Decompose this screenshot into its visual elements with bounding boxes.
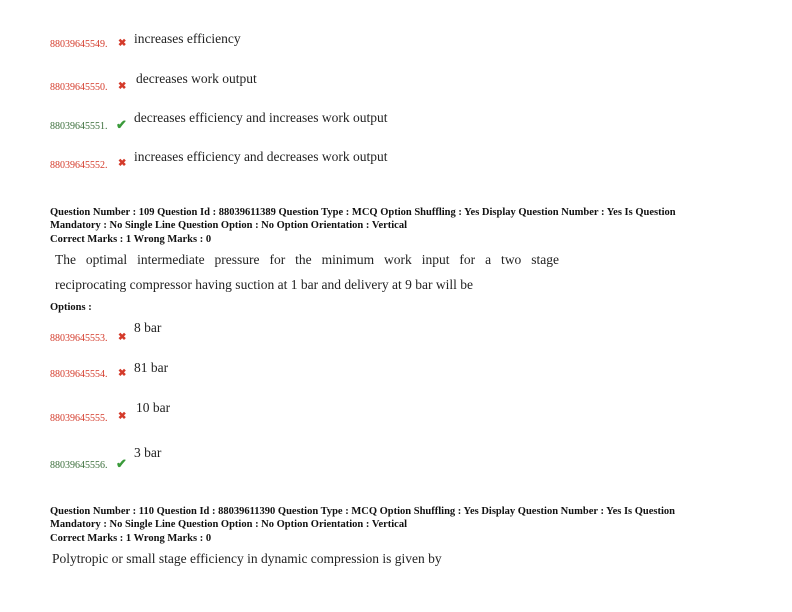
wrong-cross-icon: ✖ — [118, 38, 127, 49]
option-id: 88039645552. — [50, 160, 108, 171]
wrong-cross-icon: ✖ — [118, 158, 127, 169]
option-id: 88039645555. — [50, 413, 108, 424]
question-text-line: The optimal intermediate pressure for the minimum work input for a two stage — [55, 252, 559, 267]
question-109-header — [50, 207, 740, 247]
wrong-cross-icon: ✖ — [118, 332, 127, 343]
question-meta-line: Mandatory : No Single Line Question Option : No Option Orientation : Vertical — [50, 219, 408, 231]
option-text: increases efficiency and decreases work output — [134, 149, 388, 164]
wrong-cross-icon: ✖ — [118, 81, 127, 92]
option-id: 88039645549. — [50, 39, 108, 50]
wrong-cross-icon: ✖ — [118, 368, 127, 379]
correct-check-icon: ✔ — [116, 117, 127, 132]
question-110-header — [50, 506, 740, 546]
question-text-line: reciprocating compressor having suction at 1 bar and delivery at 9 bar will be — [55, 277, 473, 292]
option-text: 8 bar — [134, 320, 162, 335]
wrong-cross-icon: ✖ — [118, 411, 127, 422]
option-text: decreases efficiency and increases work output — [134, 110, 388, 125]
option-id: 88039645556. — [50, 460, 108, 471]
option-text: increases efficiency — [134, 31, 241, 46]
question-marks: Correct Marks : 1 Wrong Marks : 0 — [50, 234, 212, 245]
option-id: 88039645553. — [50, 333, 108, 344]
options-label: Options : — [50, 302, 92, 313]
option-id: 88039645551. — [50, 121, 108, 132]
question-meta-line: Question Number : 109 Question Id : 88039611389 Question Type : MCQ Option Shuffling : Yes Display Question Number : Yes Is Question — [50, 207, 676, 218]
question-meta-line: Mandatory : No Single Line Question Option : No Option Orientation : Vertical — [50, 518, 408, 530]
option-id: 88039645554. — [50, 369, 108, 380]
option-text: 81 bar — [134, 360, 169, 375]
question-text-line: Polytropic or small stage efficiency in dynamic compression is given by — [52, 551, 442, 566]
question-meta-line: Question Number : 110 Question Id : 88039611390 Question Type : MCQ Option Shuffling : Yes Display Question Number : Yes Is Question — [50, 506, 676, 517]
correct-check-icon: ✔ — [116, 456, 127, 471]
option-id: 88039645550. — [50, 82, 108, 93]
option-text: 10 bar — [136, 400, 171, 415]
option-text: decreases work output — [136, 71, 257, 86]
option-text: 3 bar — [134, 445, 162, 460]
question-marks: Correct Marks : 1 Wrong Marks : 0 — [50, 533, 212, 544]
